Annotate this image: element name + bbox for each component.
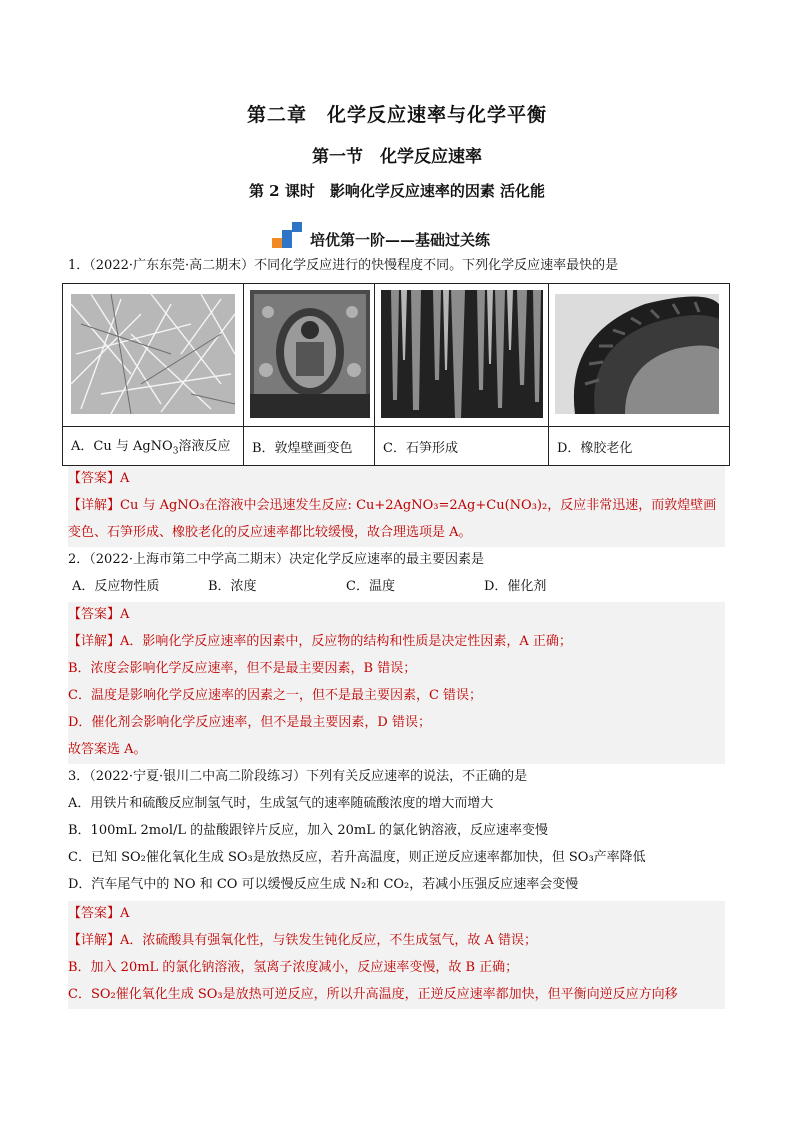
q2-detail-line4: D．催化剂会影响化学反应速率，但不是最主要因素，D 错误；: [68, 715, 431, 730]
q3-option-c: C．已知 SO₂催化氧化生成 SO₃是放热反应，若升高温度，则正逆反应速率都加快，但 SO₃产率降低: [68, 850, 646, 865]
rubber-tire-image: [555, 294, 719, 414]
q1-detail-line2: 变色、石笋形成、橡胶老化的反应速率都比较缓慢，故合理选项是 A。: [68, 525, 472, 540]
q1-answer: 【答案】A: [68, 471, 130, 486]
q1-option-b: B．敦煌壁画变色: [244, 427, 375, 466]
dunhuang-mural-image: [250, 290, 370, 418]
q2-stem: 2．（2022·上海市第二中学高二期末）决定化学反应速率的最主要因素是: [68, 552, 484, 567]
q1-answer-shade: [68, 466, 725, 493]
q3-option-d: D．汽车尾气中的 NO 和 CO 可以缓慢反应生成 N₂和 CO₂，若减小压强反应速率会变慢: [68, 877, 579, 892]
q2-option-d: D．催化剂: [484, 579, 547, 594]
q1-option-a: A．Cu 与 AgNO$_3$溶液反应: [63, 427, 244, 466]
q2-option-c: C．温度: [346, 579, 395, 594]
q3-detail-line3: C．SO₂催化氧化生成 SO₃是放热可逆反应，所以升高温度，正逆反应速率都加快，但平衡向逆反应方向移: [68, 987, 678, 1002]
q2-detail-line5: 故答案选 A。: [68, 742, 147, 757]
section-title: 第一节 化学反应速率: [312, 147, 482, 167]
q1-option-table: [62, 283, 730, 466]
lesson-title: 第 2 课时 影响化学反应速率的因素 活化能: [248, 182, 546, 200]
q2-answer: 【答案】A: [68, 607, 130, 622]
q1-image-cell-c: [375, 284, 549, 427]
stalagmite-image: [381, 290, 543, 418]
q3-option-a: A．用铁片和硫酸反应制氢气时，生成氢气的速率随硫酸浓度的增大而增大: [68, 796, 494, 811]
q1-image-cell-d: [549, 284, 730, 427]
q1-option-d: D．橡胶老化: [549, 427, 730, 466]
q2-detail-line3: C．温度是影响化学反应速率的因素之一，但不是最主要因素，C 错误；: [68, 688, 483, 703]
silver-crystals-image: [71, 294, 235, 414]
q3-stem: 3．（2022·宁夏·银川二中高二阶段练习）下列有关反应速率的说法，不正确的是: [68, 769, 528, 784]
stairs-logo-icon: [272, 222, 302, 250]
q2-option-a: A．反应物性质: [72, 579, 160, 594]
q1-stem: 1．（2022·广东东莞·高二期末）不同化学反应进行的快慢程度不同。下列化学反应速率最快的是: [68, 258, 619, 273]
q1-detail-line1: 【详解】Cu 与 AgNO₃在溶液中会迅速发生反应: Cu+2AgNO₃=2Ag+Cu(NO₃)₂，反应非常迅速，而敦煌壁画: [68, 498, 717, 513]
q3-detail-line2: B．加入 20mL 的氯化钠溶液，氢离子浓度减小，反应速率变慢，故 B 正确；: [68, 960, 519, 975]
q1-image-cell-b: [244, 284, 375, 427]
q1-option-c: C．石笋形成: [375, 427, 549, 466]
q2-option-b: B．浓度: [208, 579, 257, 594]
q2-detail-line2: B．浓度会影响化学反应速率，但不是最主要因素，B 错误；: [68, 661, 417, 676]
chapter-title: 第二章 化学反应速率与化学平衡: [246, 104, 547, 126]
q1-image-cell-a: [63, 284, 244, 427]
section-banner-text: 培优第一阶——基础过关练: [310, 231, 491, 249]
q2-detail-shade: [68, 602, 725, 764]
q3-answer: 【答案】A: [68, 906, 130, 921]
q2-detail-line1: 【详解】A．影响化学反应速率的因素中，反应物的结构和性质是决定性因素，A 正确；: [68, 634, 572, 649]
q3-detail-line1: 【详解】A．浓硫酸具有强氧化性，与铁发生钝化反应，不生成氢气，故 A 错误；: [68, 933, 538, 948]
q3-option-b: B．100mL 2mol/L 的盐酸跟锌片反应，加入 20mL 的氯化钠溶液，反应速率变慢: [68, 823, 548, 838]
